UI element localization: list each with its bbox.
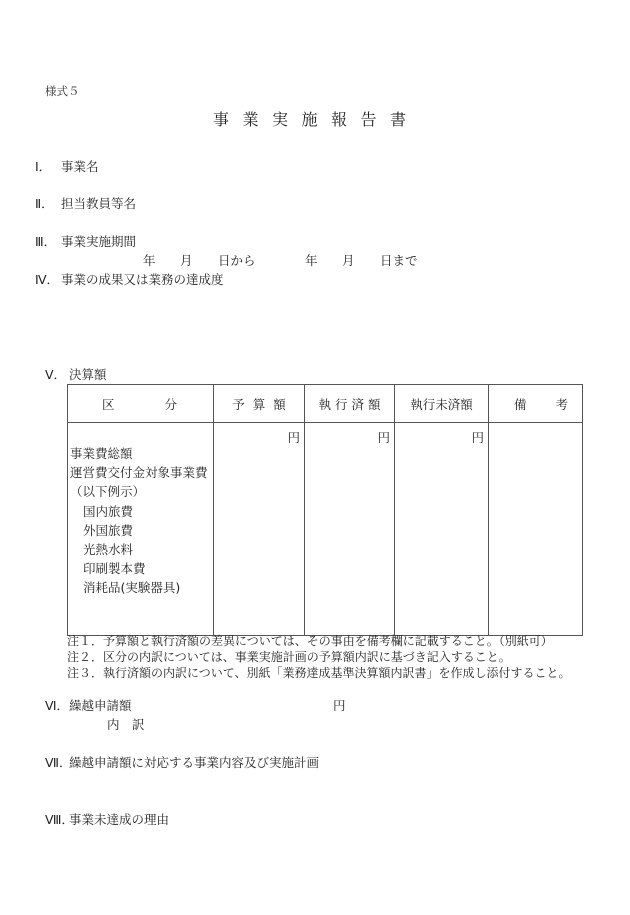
title-char: 報 (331, 110, 348, 129)
section-achievement: Ⅳ． 事業の成果又は業務の達成度 (35, 272, 224, 287)
title-char: 施 (301, 110, 318, 129)
carryover-yen-unit: 円 (333, 698, 346, 713)
list-item: 運営費交付金対象事業費 (70, 465, 208, 481)
title-char: 告 (360, 110, 377, 129)
header-executed: 執行済額 (305, 385, 395, 423)
note-item: 注２．区分の内訳については、事業実施計画の予算額内訳に基づき記入すること。 (67, 650, 511, 664)
year-from-label: 年 (143, 253, 156, 268)
page-title (213, 112, 420, 128)
notes (67, 633, 571, 681)
yen-unit: 円 (287, 430, 300, 445)
budget-amount-cell[interactable] (214, 423, 305, 636)
section-carryover-plan: Ⅶ．繰越申請額に対応する事業内容及び実施計画 (45, 755, 320, 770)
header-budget: 予算額 (214, 385, 305, 423)
list-item: 光熱水料 (83, 541, 134, 557)
yen-unit: 円 (377, 430, 390, 445)
unexecuted-amount-cell[interactable] (395, 423, 489, 636)
form-number: 様式５ (45, 84, 80, 98)
title-char: 書 (390, 110, 407, 129)
header-remarks: 備 考 (489, 385, 583, 423)
section-project-name: Ⅰ． 事業名 (35, 159, 99, 174)
note-item: 注１．予算額と執行済額の差異については、その事由を備考欄に記載すること。（別紙可） (67, 634, 553, 648)
table-header-row (68, 385, 583, 423)
executed-amount-cell[interactable] (305, 423, 395, 636)
section-staff-name: Ⅱ． 担当教員等名 (35, 196, 137, 211)
carryover-breakdown-label: 内 訳 (107, 717, 145, 732)
day-from-label: 日から (218, 253, 256, 268)
section-unachieved-reason: Ⅷ．事業未達成の理由 (45, 812, 170, 827)
remarks-cell[interactable] (489, 423, 583, 636)
table-row (68, 423, 583, 636)
settlement-table (67, 384, 583, 636)
month-to-label: 月 (342, 253, 355, 268)
list-item: （以下例示） (70, 484, 146, 500)
category-cell[interactable] (68, 423, 214, 636)
note-item: 注３．執行済額の内訳について、別紙「業務達成基準決算額内訳書」を作成し添付すること。 (67, 666, 571, 680)
header-category: 区 分 (68, 385, 214, 423)
list-item: 国内旅費 (83, 503, 134, 519)
section-settlement: Ⅴ． 決算額 (45, 367, 107, 382)
list-item: 印刷製本費 (83, 561, 146, 577)
section-carryover: Ⅵ．繰越申請額 (45, 698, 132, 713)
list-item: 消耗品(実験器具) (83, 580, 181, 596)
section-period: Ⅲ． 事業実施期間 (35, 234, 137, 249)
title-char: 業 (242, 110, 259, 129)
yen-unit: 円 (471, 430, 484, 445)
day-to-label: 日まで (380, 253, 418, 268)
month-from-label: 月 (180, 253, 193, 268)
header-unexecuted: 執行未済額 (395, 385, 489, 423)
title-char: 実 (272, 110, 289, 129)
year-to-label: 年 (305, 253, 318, 268)
list-item: 事業費総額 (70, 446, 133, 461)
title-char: 事 (213, 110, 230, 129)
list-item: 外国旅費 (83, 522, 134, 538)
